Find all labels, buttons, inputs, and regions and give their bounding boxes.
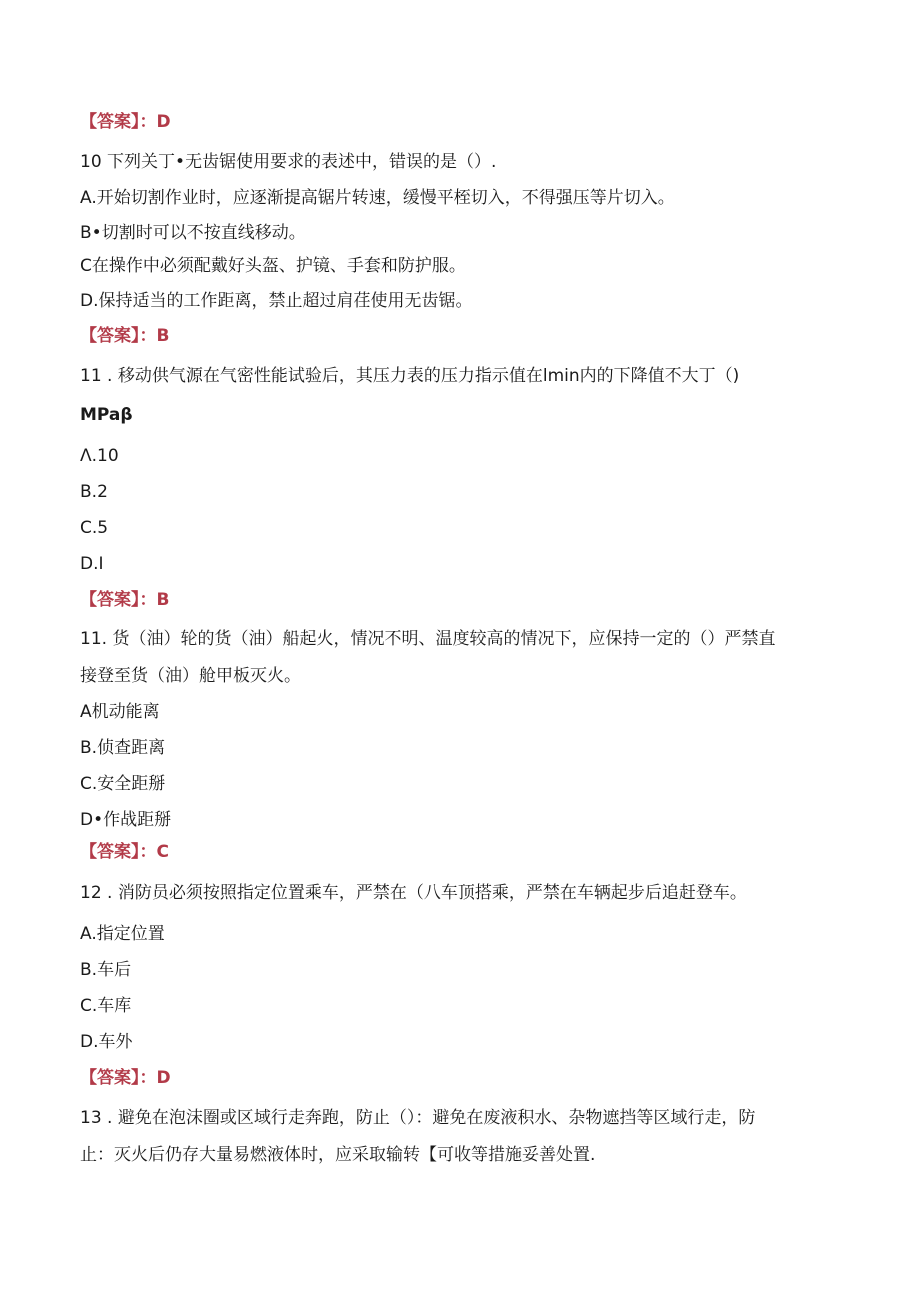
option-line: D.保持适当的工作距离，禁止超过肩荏使用无齿锯。	[80, 291, 473, 311]
option-line: Λ.10	[80, 446, 119, 466]
option-line: A机动能离	[80, 702, 160, 722]
option-line: D.I	[80, 554, 104, 574]
option-line: B•切割时可以不按直线移动。	[80, 223, 306, 243]
answer-line: 【答案】：B	[80, 590, 170, 610]
option-line: C.安全距掰	[80, 774, 166, 794]
answer-line: 【答案】：B	[80, 326, 170, 346]
option-line: A.指定位置	[80, 924, 165, 944]
option-line: A.开始切割作业时，应逐渐提高锯片转速，缓慢平桎切入，不得强压等片切入。	[80, 188, 675, 208]
option-line: C.5	[80, 518, 109, 538]
question-line: 止：灭火后仍存大量易燃液体时，应采取输转【可收等措施妥善处置.	[80, 1145, 596, 1165]
answer-line: 【答案】：D	[80, 112, 171, 132]
answer-line: 【答案】：D	[80, 1068, 171, 1088]
option-line: B.2	[80, 482, 108, 502]
option-line: B.车后	[80, 960, 132, 980]
question-line: MPaβ	[80, 405, 133, 425]
option-line: B.侦查距离	[80, 738, 166, 758]
question-line: 11 . 移动供气源在气密性能试验后，其压力表的压力指示值在lmin内的下降值不大丁（)	[80, 366, 740, 386]
answer-line: 【答案】：C	[80, 842, 169, 862]
question-line: 10 下列关丁•无齿锯使用要求的表述中，错误的是（）.	[80, 152, 497, 172]
option-line: D.车外	[80, 1032, 133, 1052]
question-line: 13 . 避免在泡沫圈或区域行走奔跑，防止（）：避免在废液积水、杂物遮挡等区域行走，防	[80, 1108, 756, 1128]
question-line: 接登至货（油）舱甲板灭火。	[80, 666, 301, 686]
question-line: 11. 货（油）轮的货（油）船起火，情况不明、温度较高的情况下，应保持一定的（）严禁直	[80, 629, 776, 649]
option-line: C.车库	[80, 996, 132, 1016]
option-line: C在操作中必须配戴好头盔、护镜、手套和防护服。	[80, 256, 466, 276]
question-line: 12 . 消防员必须按照指定位置乘车，严禁在（八车顶搭乘，严禁在车辆起步后追赶登车。	[80, 883, 747, 903]
option-line: D•作战距掰	[80, 810, 172, 830]
